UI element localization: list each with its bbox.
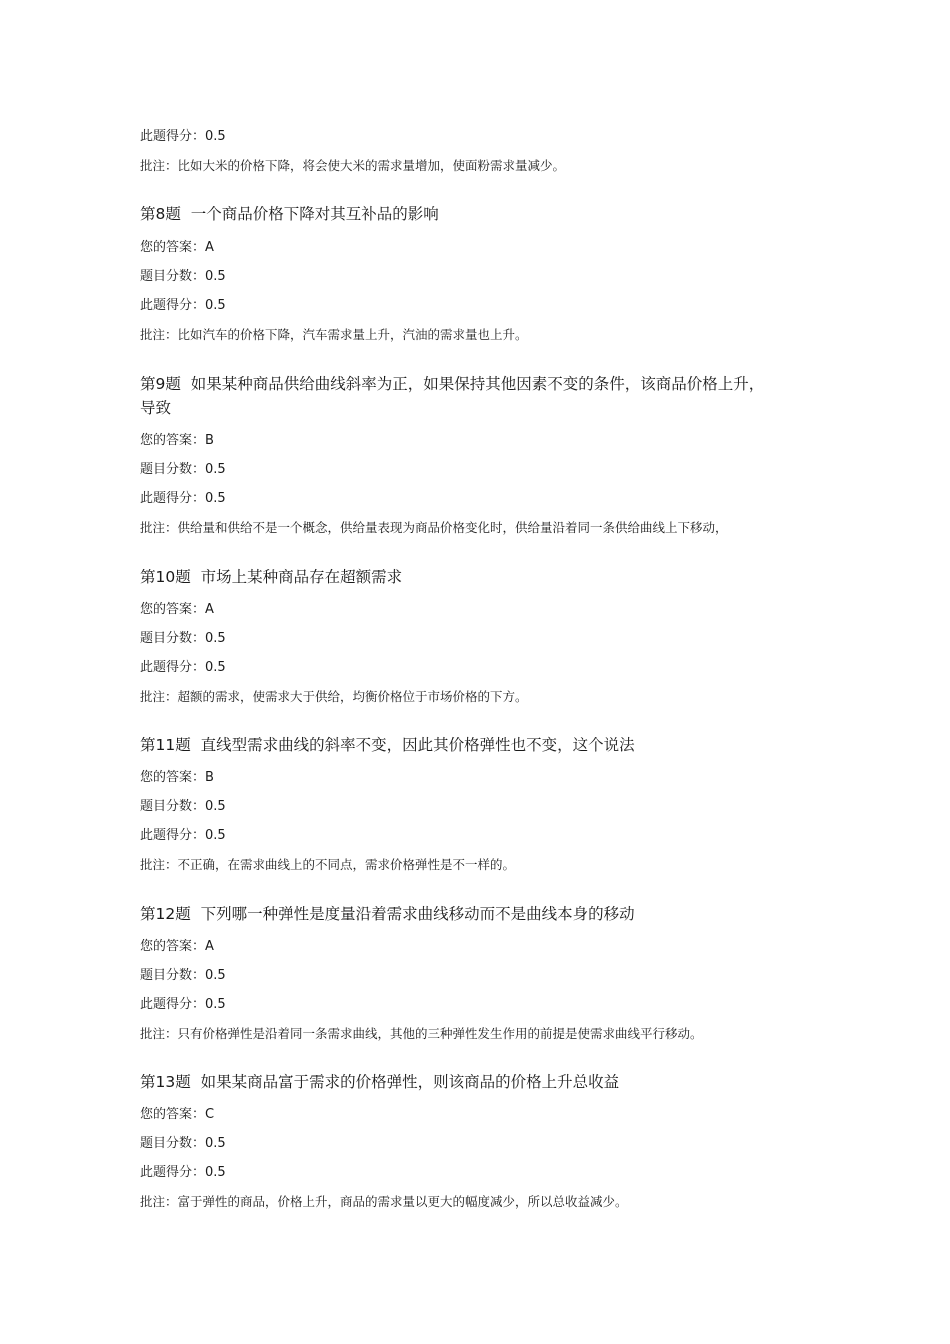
answer-value: A (205, 240, 214, 255)
answer-value: A (205, 939, 214, 954)
answer-line (140, 1106, 214, 1124)
answer-line (140, 601, 214, 619)
answer-label: 您的答案： (140, 433, 206, 448)
points-label: 题目分数： (140, 631, 206, 646)
comment-label: 批注： (140, 1026, 178, 1041)
points-line (140, 630, 226, 648)
answer-label: 您的答案： (140, 1107, 206, 1122)
points-value: 0.5 (205, 462, 226, 477)
points-value: 0.5 (205, 269, 226, 284)
question-number: 9 (155, 375, 166, 393)
question-number: 12 (155, 905, 176, 923)
points-label: 题目分数： (140, 968, 206, 983)
answer-value: B (205, 433, 214, 448)
points-value: 0.5 (205, 631, 226, 646)
points-value: 0.5 (205, 1136, 226, 1151)
score-value: 0.5 (205, 660, 226, 675)
answer-line (140, 769, 214, 787)
points-line (140, 1135, 226, 1153)
question-text: 下列哪一种弹性是度量沿着需求曲线移动而不是曲线本身的移动 (200, 905, 635, 923)
question-suffix: 题 (175, 1073, 191, 1091)
score-label: 此题得分： (140, 660, 206, 675)
question-text: 如果某种商品供给曲线斜率为正，如果保持其他因素不变的条件，该商品价格上升， (190, 375, 765, 393)
score-value: 0.5 (205, 491, 226, 506)
question-title (140, 372, 764, 396)
comment-label: 批注： (140, 689, 178, 704)
question-number: 10 (155, 568, 176, 586)
question-text: 一个商品价格下降对其互补品的影响 (190, 205, 439, 223)
score-label: 此题得分： (140, 129, 206, 144)
question-text-continued: 导致 (140, 399, 172, 417)
comment-line (140, 856, 515, 874)
score-line (140, 1164, 226, 1182)
points-label: 题目分数： (140, 462, 206, 477)
question-suffix: 题 (175, 568, 191, 586)
question-title (140, 1070, 619, 1094)
question-suffix: 题 (175, 905, 191, 923)
score-value: 0.5 (205, 298, 226, 313)
score-value: 0.5 (205, 1165, 226, 1180)
question-number: 8 (155, 205, 166, 223)
score-line (140, 996, 226, 1014)
score-label: 此题得分： (140, 997, 206, 1012)
question-title (140, 902, 635, 926)
answer-line (140, 239, 214, 257)
comment-text: 只有价格弹性是沿着同一条需求曲线，其他的三种弹性发生作用的前提是使需求曲线平行移动。 (177, 1026, 703, 1041)
points-line (140, 461, 226, 479)
question-prefix: 第 (140, 736, 156, 754)
prev-score-line (140, 128, 226, 146)
comment-label: 批注： (140, 857, 178, 872)
comment-text: 超额的需求，使需求大于供给，均衡价格位于市场价格的下方。 (177, 689, 528, 704)
score-label: 此题得分： (140, 298, 206, 313)
question-prefix: 第 (140, 375, 156, 393)
question-suffix: 题 (175, 736, 191, 754)
question-title (140, 733, 635, 757)
score-label: 此题得分： (140, 1165, 206, 1180)
points-label: 题目分数： (140, 269, 206, 284)
score-line (140, 659, 226, 677)
question-title (140, 202, 439, 226)
comment-line (140, 519, 728, 537)
answer-value: A (205, 602, 214, 617)
question-suffix: 题 (165, 205, 181, 223)
comment-text: 比如大米的价格下降，将会使大米的需求量增加，使面粉需求量减少。 (177, 158, 566, 173)
comment-label: 批注： (140, 520, 178, 535)
comment-line (140, 326, 528, 344)
score-value: 0.5 (205, 997, 226, 1012)
question-suffix: 题 (165, 375, 181, 393)
question-prefix: 第 (140, 1073, 156, 1091)
points-label: 题目分数： (140, 799, 206, 814)
answer-label: 您的答案： (140, 770, 206, 785)
score-label: 此题得分： (140, 828, 206, 843)
answer-value: C (205, 1107, 215, 1122)
answer-label: 您的答案： (140, 602, 206, 617)
question-number: 11 (155, 736, 176, 754)
points-line (140, 268, 226, 286)
score-value: 0.5 (205, 828, 226, 843)
score-line (140, 827, 226, 845)
answer-label: 您的答案： (140, 939, 206, 954)
score-label: 此题得分： (140, 491, 206, 506)
answer-label: 您的答案： (140, 240, 206, 255)
question-text: 市场上某种商品存在超额需求 (200, 568, 403, 586)
question-text: 直线型需求曲线的斜率不变，因此其价格弹性也不变，这个说法 (200, 736, 635, 754)
prev-comment-line (140, 157, 565, 175)
answer-line (140, 938, 214, 956)
comment-text: 比如汽车的价格下降，汽车需求量上升，汽油的需求量也上升。 (177, 327, 528, 342)
comment-label: 批注： (140, 158, 178, 173)
question-prefix: 第 (140, 905, 156, 923)
question-title-continued (140, 396, 171, 420)
score-value: 0.5 (205, 129, 226, 144)
question-prefix: 第 (140, 568, 156, 586)
comment-line (140, 1025, 703, 1043)
comment-text: 供给量和供给不是一个概念，供给量表现为商品价格变化时，供给量沿着同一条供给曲线上下移动， (177, 520, 728, 535)
points-line (140, 798, 226, 816)
score-line (140, 297, 226, 315)
comment-line (140, 688, 528, 706)
comment-line (140, 1193, 628, 1211)
question-title (140, 565, 402, 589)
answer-value: B (205, 770, 214, 785)
comment-text: 不正确，在需求曲线上的不同点，需求价格弹性是不一样的。 (177, 857, 516, 872)
question-number: 13 (155, 1073, 176, 1091)
answer-line (140, 432, 214, 450)
comment-label: 批注： (140, 327, 178, 342)
points-value: 0.5 (205, 968, 226, 983)
comment-text: 富于弹性的商品，价格上升，商品的需求量以更大的幅度减少，所以总收益减少。 (177, 1194, 628, 1209)
score-line (140, 490, 226, 508)
question-prefix: 第 (140, 205, 156, 223)
points-line (140, 967, 226, 985)
points-value: 0.5 (205, 799, 226, 814)
points-label: 题目分数： (140, 1136, 206, 1151)
question-text: 如果某商品富于需求的价格弹性，则该商品的价格上升总收益 (200, 1073, 620, 1091)
comment-label: 批注： (140, 1194, 178, 1209)
